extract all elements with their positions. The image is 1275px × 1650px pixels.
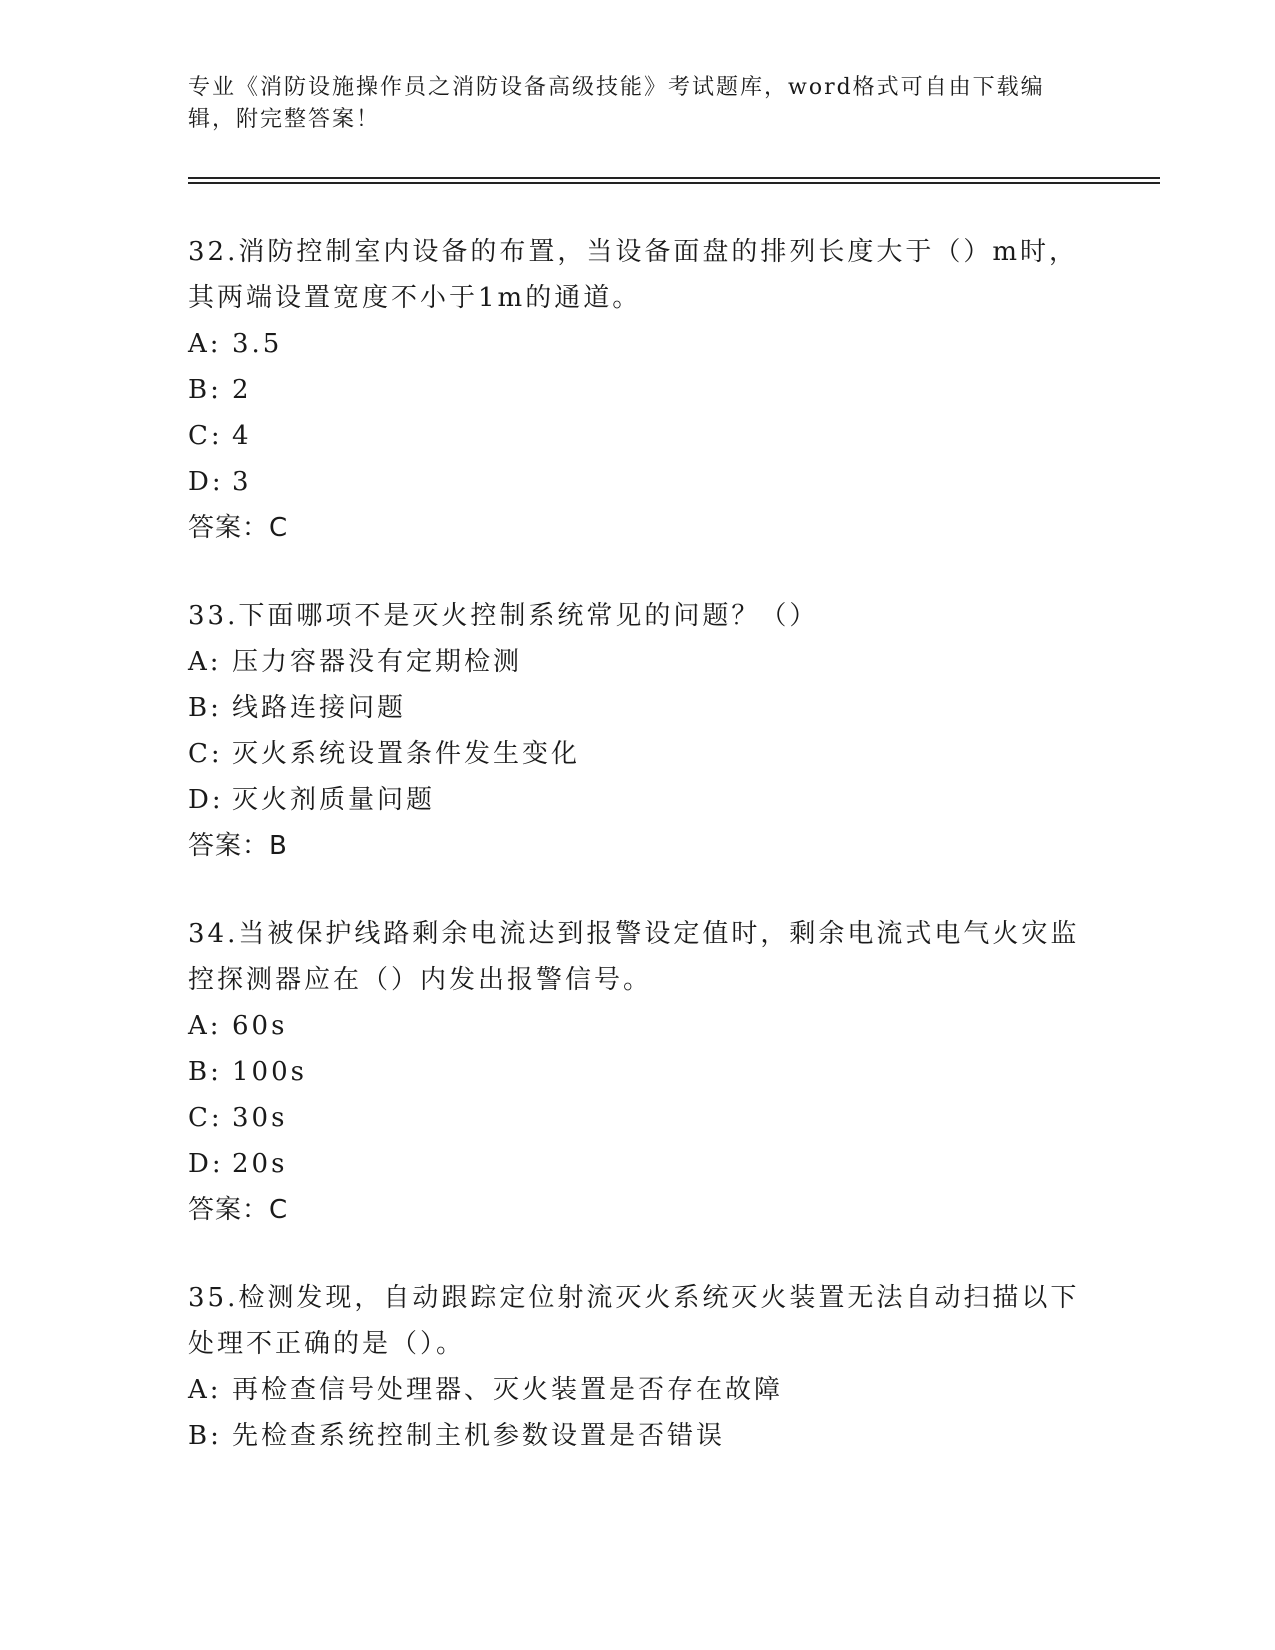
option-a xyxy=(188,639,1088,685)
option-text: 3.5 xyxy=(232,329,283,359)
question-text-line: 其两端设置宽度不小于1m的通道。 xyxy=(188,283,642,313)
question-text-line: 32.消防控制室内设备的布置，当设备面盘的排列长度大于（）m时， xyxy=(188,237,1079,267)
option-text: 100s xyxy=(232,1057,307,1087)
option-text: 先检查系统控制主机参数设置是否错误 xyxy=(232,1421,726,1451)
option-a xyxy=(188,321,1088,367)
answer-line: 答案：C xyxy=(188,1195,289,1225)
option-letter: B: xyxy=(188,375,222,405)
option-c xyxy=(188,413,1088,459)
option-d xyxy=(188,777,1088,823)
header-divider-bottom xyxy=(188,182,1160,184)
header-divider-top xyxy=(188,177,1160,179)
header-line-1: 专业《消防设施操作员之消防设备高级技能》考试题库，word格式可自由下载编 xyxy=(188,75,1045,100)
answer-line: 答案：B xyxy=(188,831,288,861)
option-letter: A: xyxy=(188,1375,222,1405)
header-line-2: 辑，附完整答案！ xyxy=(188,107,381,132)
option-letter: B: xyxy=(188,693,222,723)
option-b xyxy=(188,685,1088,731)
question-33 xyxy=(188,593,1088,869)
question-32 xyxy=(188,229,1088,551)
question-text-line: 35.检测发现，自动跟踪定位射流灭火系统灭火装置无法自动扫描以下 xyxy=(188,1283,1080,1313)
option-text: 4 xyxy=(232,421,252,451)
question-text-line: 控探测器应在（）内发出报警信号。 xyxy=(188,965,653,995)
option-text: 20s xyxy=(232,1149,288,1179)
document-header xyxy=(188,72,1068,136)
question-text-line: 33.下面哪项不是灭火控制系统常见的问题？（） xyxy=(188,601,819,631)
answer-line: 答案：C xyxy=(188,513,289,543)
option-letter: B: xyxy=(188,1057,222,1087)
option-text: 2 xyxy=(232,375,252,405)
option-letter: C: xyxy=(188,421,223,451)
option-text: 压力容器没有定期检测 xyxy=(232,647,523,677)
option-text: 30s xyxy=(232,1103,288,1133)
option-letter: D: xyxy=(188,1149,224,1179)
option-c xyxy=(188,1095,1088,1141)
question-35 xyxy=(188,1275,1088,1459)
option-b xyxy=(188,1049,1088,1095)
question-34 xyxy=(188,911,1088,1233)
option-a xyxy=(188,1003,1088,1049)
option-letter: C: xyxy=(188,1103,223,1133)
option-letter: A: xyxy=(188,647,222,677)
question-text-line: 34.当被保护线路剩余电流达到报警设定值时，剩余电流式电气火灾监 xyxy=(188,919,1080,949)
option-text: 再检查信号处理器、灭火装置是否存在故障 xyxy=(232,1375,784,1405)
option-letter: A: xyxy=(188,329,222,359)
option-text: 线路连接问题 xyxy=(232,693,407,723)
option-letter: D: xyxy=(188,467,224,497)
option-letter: B: xyxy=(188,1421,222,1451)
question-text-line: 处理不正确的是（）。 xyxy=(188,1329,466,1359)
option-text: 60s xyxy=(232,1011,288,1041)
option-letter: C: xyxy=(188,739,223,769)
option-b xyxy=(188,1413,1088,1459)
option-b xyxy=(188,367,1088,413)
option-text: 灭火系统设置条件发生变化 xyxy=(232,739,581,769)
option-d xyxy=(188,459,1088,505)
option-letter: D: xyxy=(188,785,224,815)
option-letter: A: xyxy=(188,1011,222,1041)
option-text: 灭火剂质量问题 xyxy=(232,785,436,815)
option-d xyxy=(188,1141,1088,1187)
option-text: 3 xyxy=(232,467,252,497)
option-c xyxy=(188,731,1088,777)
option-a xyxy=(188,1367,1088,1413)
